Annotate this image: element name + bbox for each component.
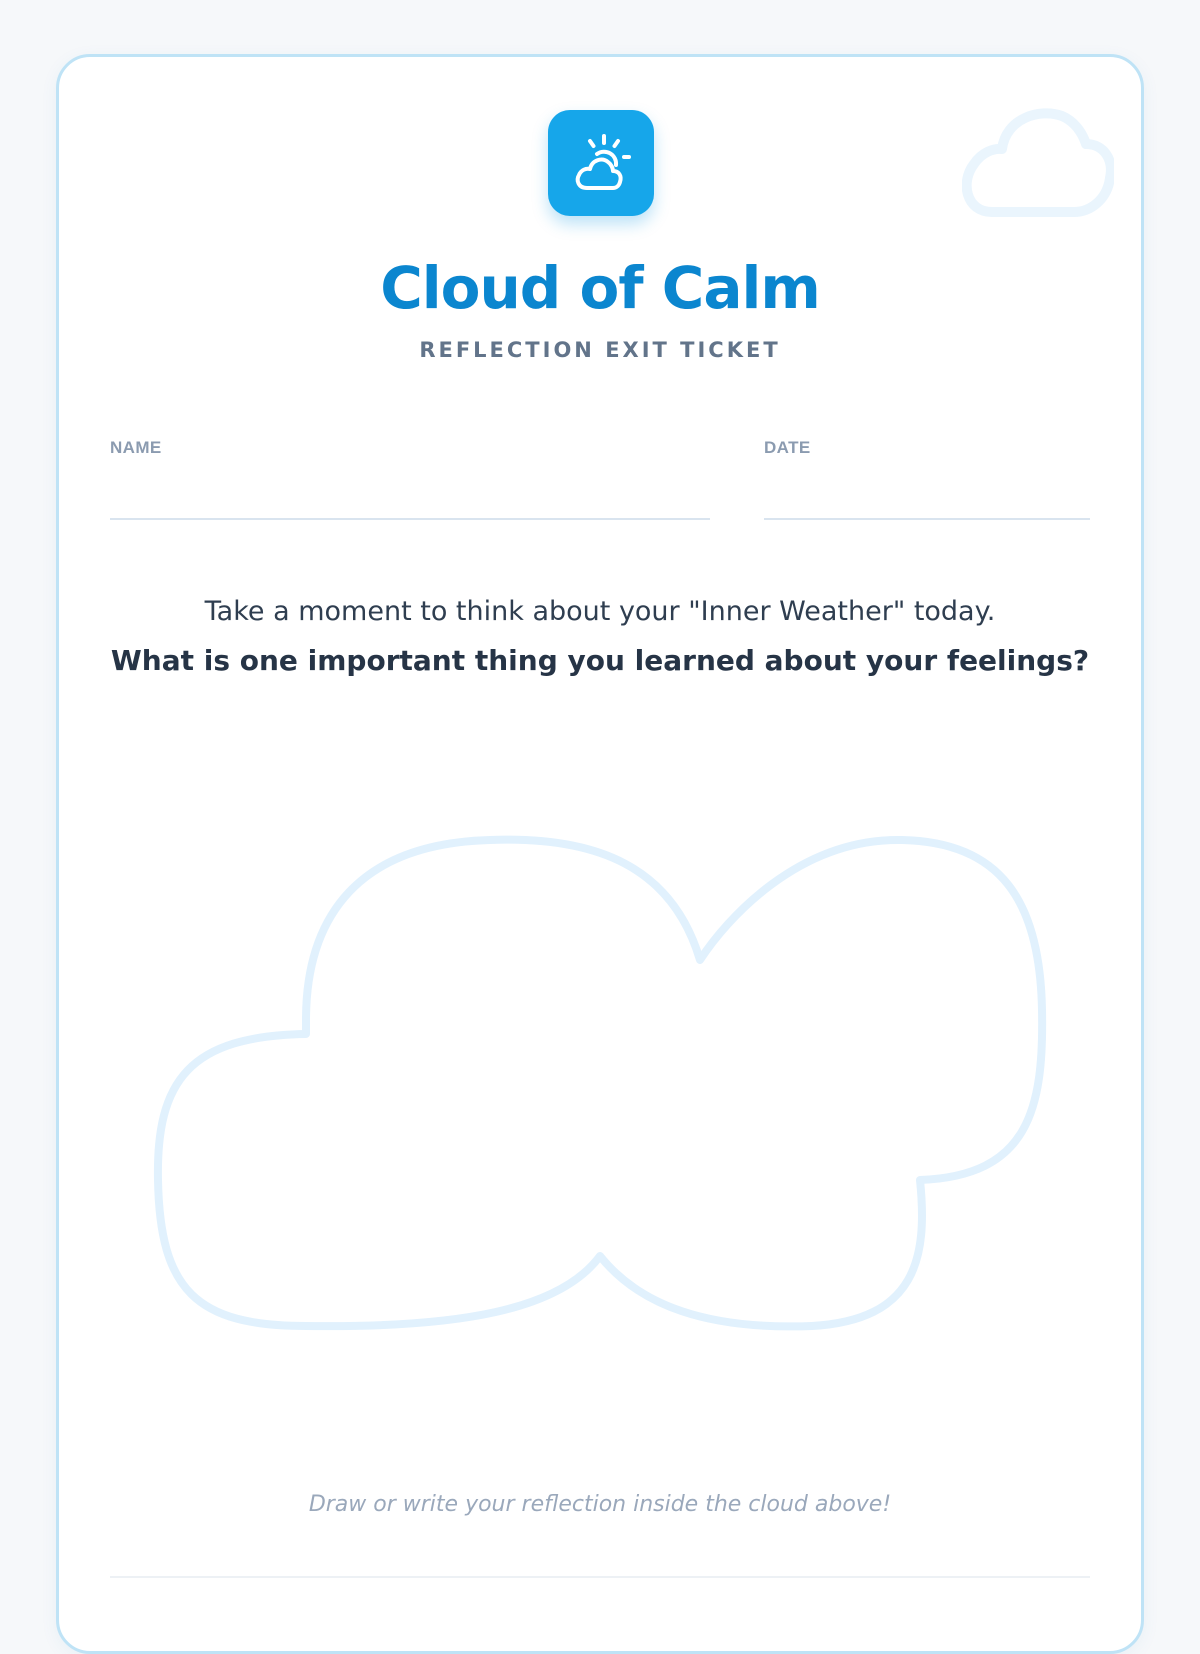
name-label: NAME bbox=[110, 438, 162, 457]
date-label: DATE bbox=[764, 438, 811, 457]
reflection-hint: Draw or write your reflection inside the cloud above! bbox=[308, 1492, 892, 1517]
page-subtitle: REFLECTION EXIT TICKET bbox=[419, 338, 781, 362]
prompt-intro: Take a moment to think about your "Inner Weather" today. bbox=[204, 596, 996, 627]
prompt-question: What is one important thing you learned about your feelings? bbox=[110, 644, 1090, 677]
page-title: Cloud of Calm bbox=[380, 254, 820, 322]
footer-divider bbox=[110, 1576, 1090, 1578]
